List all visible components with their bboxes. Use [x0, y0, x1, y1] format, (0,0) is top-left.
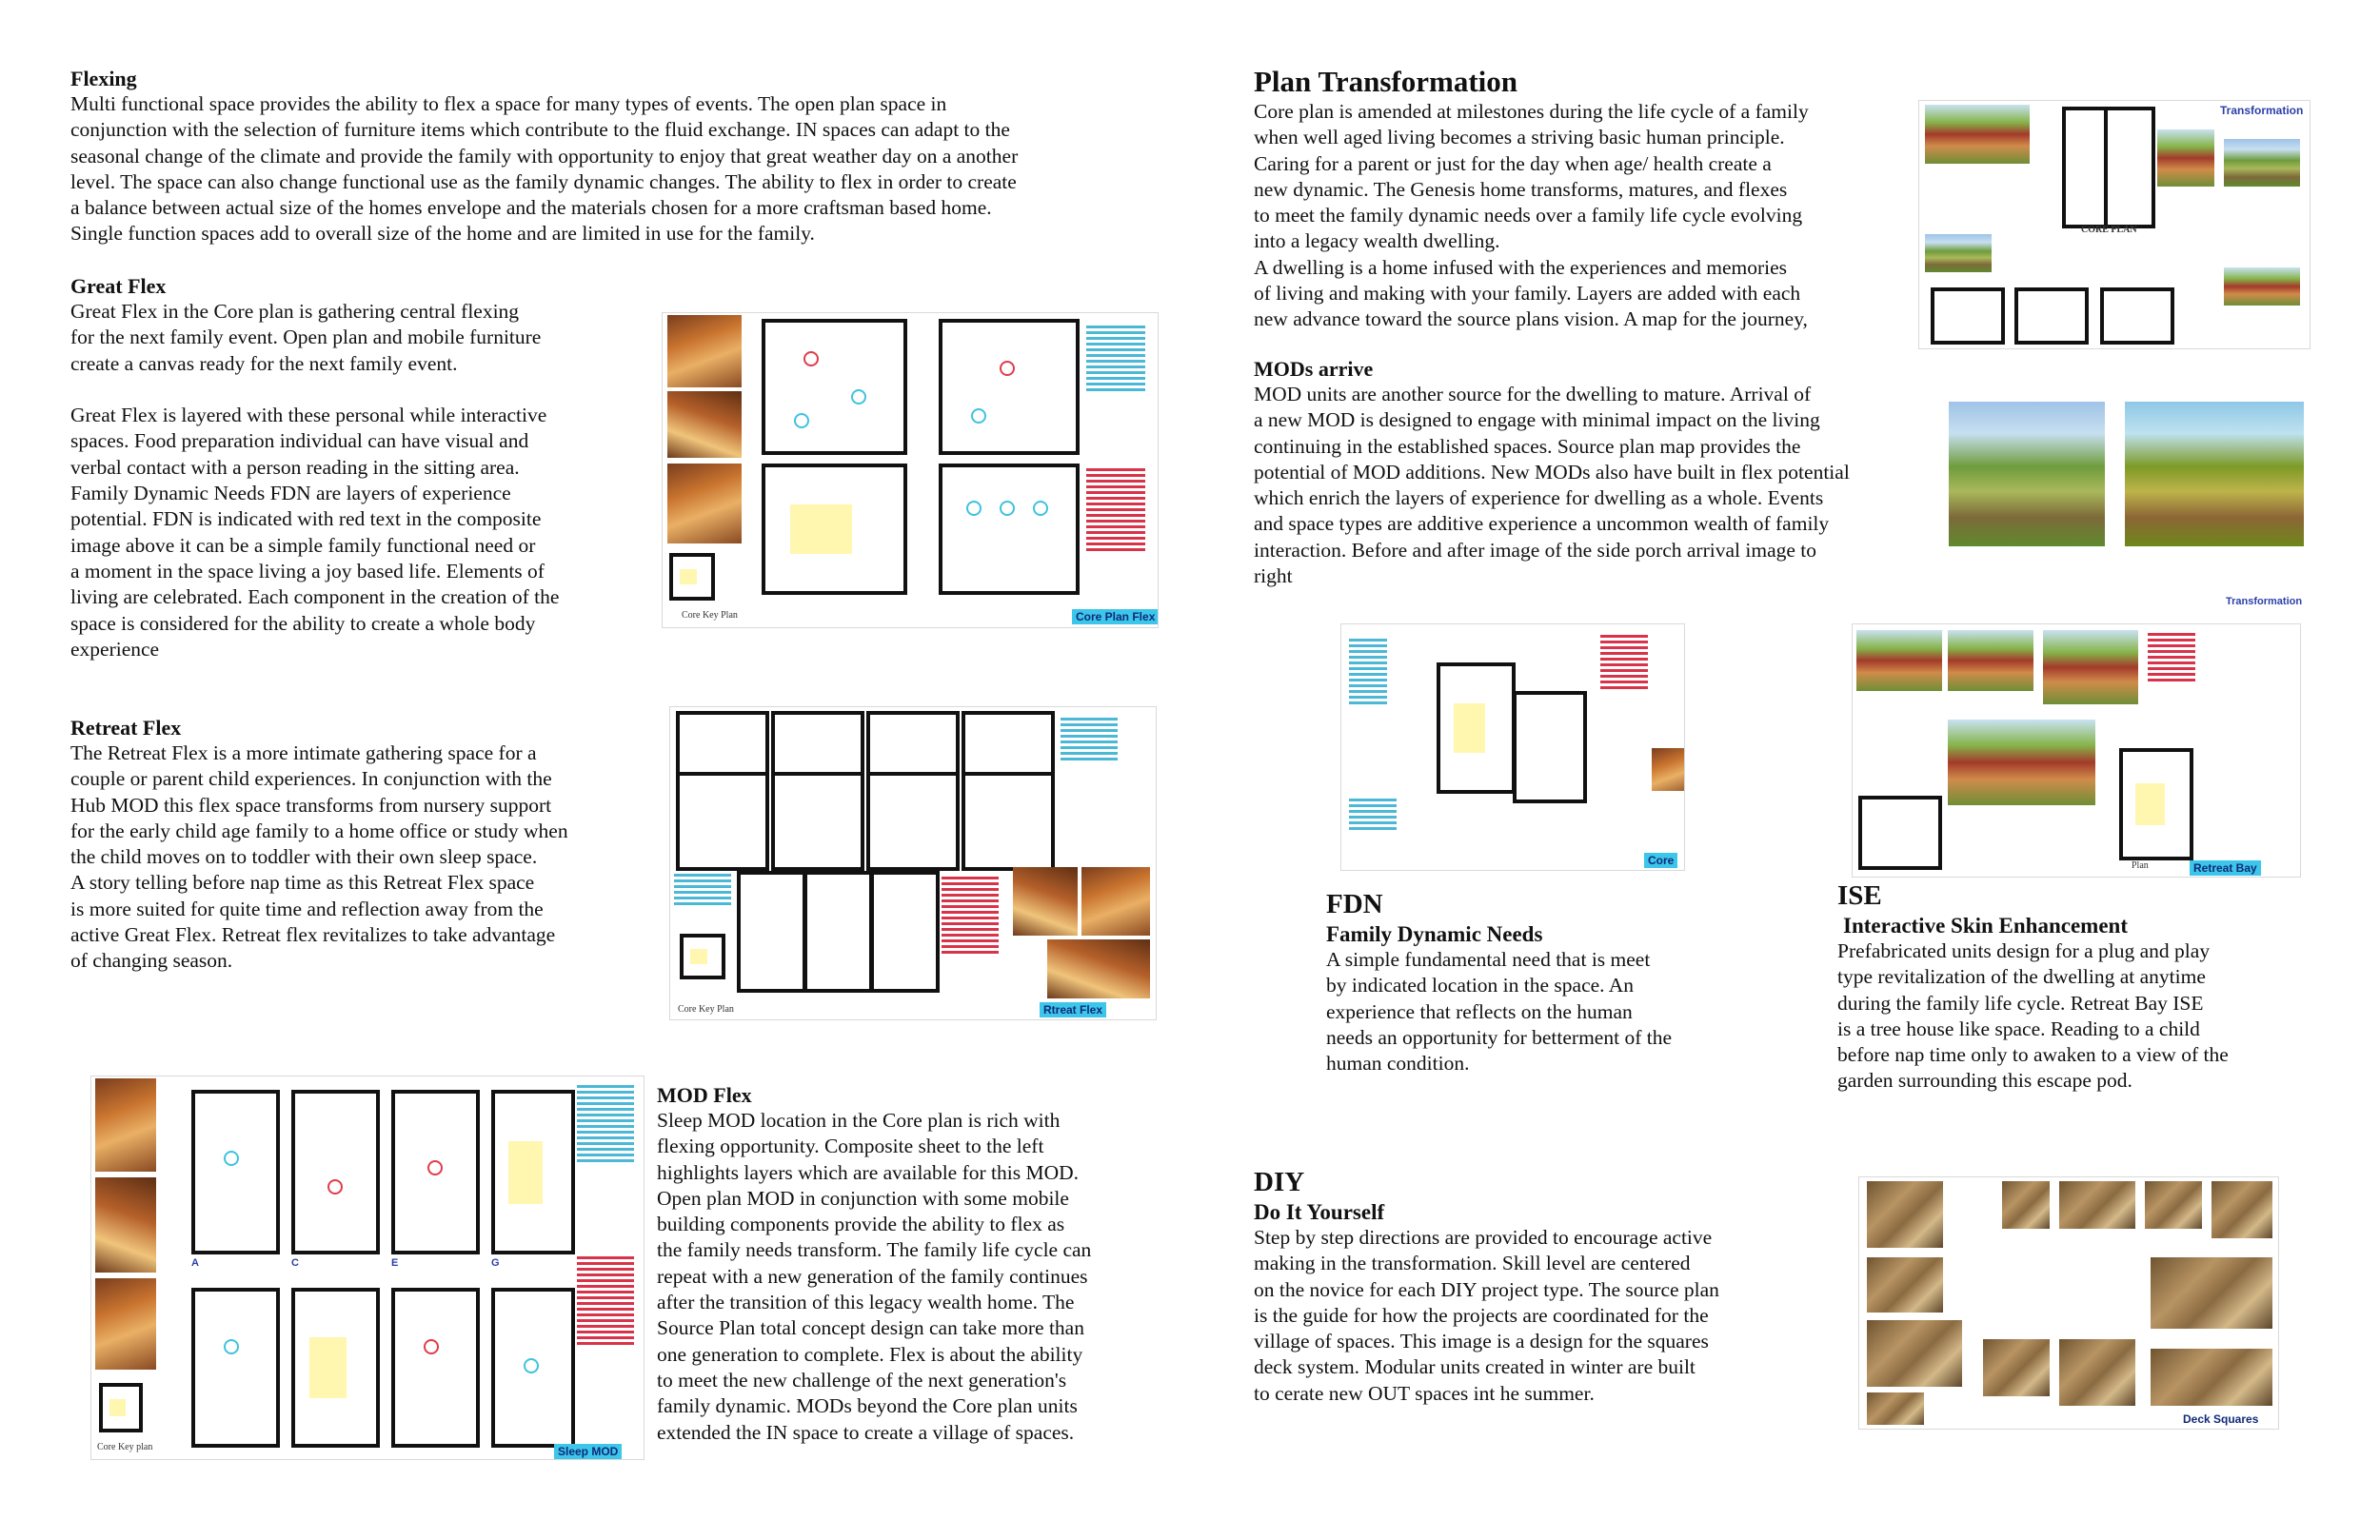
floor-plan-d: [491, 1090, 575, 1254]
floor-plan: [676, 711, 769, 871]
house-photo: [1948, 630, 2033, 691]
diy-subtitle: Do It Yourself: [1254, 1200, 1385, 1224]
interior-photo: [1047, 939, 1150, 998]
figure-tag: Transformation: [2220, 104, 2304, 117]
interior-photo: [667, 315, 742, 387]
wood-deck-photo: [2059, 1181, 2135, 1229]
retreat-flex-body: The Retreat Flex is a more intimate gathering space for a couple or parent child experiences. In conjunction with the Hub MOD this flex space transforms from nursery support for the early child age family to a home office or study when the child moves on to toddler with their own sleep space. A story telling before nap time as this Retreat Flex space is more suited for quite time and reflection away from the active Great Flex. Retreat flex revitalizes to take advantage of changing season.: [70, 741, 568, 973]
plan-transformation-section: [1254, 65, 1920, 333]
wood-deck-photo: [2151, 1257, 2272, 1329]
key-plan-caption: Core Key plan: [97, 1442, 153, 1452]
figure-tag: Core Plan Flex: [1072, 609, 1159, 624]
floor-plan-f: [291, 1288, 380, 1448]
flexing-title: Flexing: [70, 67, 137, 90]
floor-plan: [866, 711, 960, 871]
furniture-marker: [966, 501, 982, 516]
fdn-subtitle: Family Dynamic Needs: [1326, 922, 1543, 946]
ise-body: Prefabricated units design for a plug and play type revitalization of the dwelling at anytime during the family life cycle. Retreat Bay ISE is a tree house like space. Reading to a child before nap time only to awaken to a view of the garden surrounding this escape pod.: [1837, 939, 2229, 1093]
interior-photo: [667, 464, 742, 543]
transformation-sheet: [1918, 100, 2311, 349]
fdn-marker: [427, 1160, 443, 1175]
key-plan-caption: Core Key Plan: [678, 1004, 734, 1015]
ise-title: ISE: [1837, 880, 1882, 911]
mods-arrive-body: MOD units are another source for the dwelling to mature. Arrival of a new MOD is designed to engage with minimal impact on the living continuing in the established spaces. Source plan map provides the potential of MOD additions. New MODs also have built in flex potential which enrich the layers of experience for dwelling as a whole. Events and space types are additive experience a uncommon wealth of family interaction. Before and after image of the side porch arrival image to right: [1254, 383, 1850, 588]
retreat-flex-section: [70, 716, 661, 975]
ise-subtitle: Interactive Skin Enhancement: [1843, 914, 2128, 938]
floor-plan-h: [491, 1288, 575, 1448]
floor-plan-a: [762, 319, 907, 455]
interior-photo: [1013, 867, 1078, 936]
wood-deck-photo: [1867, 1320, 1962, 1387]
mods-arrive-title: MODs arrive: [1254, 357, 1374, 381]
wood-deck-photo: [2059, 1339, 2135, 1406]
plan-transformation-body: Core plan is amended at milestones during the life cycle of a family when well aged living becomes a striving basic human principle. Caring for a parent or just for the day when age/ health create a new dynamic. The Genesis home transforms, matures, and flexes to meet the family dynamic needs over a family life cycle evolving into a legacy wealth dwelling. A dwelling is a home infused with the experiences and memories of living and making with your family. Layers are added with each new advance toward the source plans vision. A map for the journey,: [1254, 100, 1809, 331]
garden-photo: [2224, 139, 2300, 187]
fdn-marker: [803, 351, 819, 366]
figure-tag: Rtreat Flex: [1040, 1002, 1106, 1017]
fdn-legend: [1086, 465, 1145, 554]
fdn-section: [1326, 887, 1764, 1076]
porch-after-photo: [2125, 402, 2304, 546]
interior-photo: [95, 1177, 156, 1273]
plan-caption: Plan: [2132, 860, 2149, 871]
sleep-mod-sheet: Core Key plan A C E G Sleep MOD: [90, 1076, 645, 1460]
wood-deck-photo: [1867, 1257, 1943, 1313]
interior-photo: [95, 1278, 156, 1370]
fdn-legend: [2148, 630, 2195, 684]
wood-deck-photo: [2211, 1181, 2272, 1238]
retreat-flex-sheet: [669, 706, 1157, 1020]
fdn-legend: [1600, 632, 1648, 692]
isle-photo: [1948, 720, 2095, 805]
porch-before-photo: [1949, 402, 2105, 546]
great-flex-title: Great Flex: [70, 274, 167, 298]
wood-deck-photo: [2145, 1181, 2202, 1229]
furniture-marker: [794, 413, 809, 428]
floor-plan-a: [191, 1090, 280, 1254]
furniture-legend: [577, 1082, 634, 1165]
key-plan-caption: Core Key Plan: [682, 610, 738, 621]
furniture-marker: [524, 1358, 539, 1373]
fdn-marker: [327, 1179, 343, 1194]
floor-plan: [2119, 748, 2193, 860]
floor-plan-c: [762, 464, 907, 595]
fdn-title: FDN: [1326, 889, 1383, 919]
flexing-section: [70, 67, 1203, 247]
floor-plan-d: [939, 464, 1080, 595]
furniture-marker: [971, 408, 986, 424]
house-photo: [1856, 630, 1942, 691]
interior-photo: [95, 1078, 156, 1172]
furniture-marker: [224, 1339, 239, 1354]
interior-photo: [1081, 867, 1150, 936]
plan-transformation-title: Plan Transformation: [1254, 65, 1518, 98]
mod-flex-body: Sleep MOD location in the Core plan is rich with flexing opportunity. Composite sheet to the left highlights layers which are available for this MOD. Open plan MOD in conjunction with some mobile building components provide the ability to flex as the family needs transform. The family life cycle can repeat with a new generation of the family continues after the transition of this legacy wealth home. The Source Plan total concept design can take more than one generation to complete. Flex is about the ability to meet the new challenge of the next generation's family dynamic. MODs beyond the Core plan units extended the IN space to create a village of spaces.: [657, 1109, 1092, 1444]
fdn-marker: [424, 1339, 439, 1354]
fdn-body: A simple fundamental need that is meet by indicated location in the space. An experience that reflects on the human needs an opportunity for betterment of the human condition.: [1326, 948, 1673, 1076]
floor-plan-g: [391, 1288, 480, 1448]
wood-deck-photo: [2002, 1181, 2050, 1229]
key-plan-thumb: [669, 553, 715, 601]
furniture-legend: [1061, 715, 1118, 763]
mod-flex-section: [657, 1083, 1190, 1446]
figure-tag: Deck Squares: [2183, 1412, 2259, 1426]
diy-body: Step by step directions are provided to encourage active making in the transformation. Skill level are centered on the novice for each DIY project type. The source plan is the guide for how the projects are coordinated for the village of spaces. This image is a design for the squares deck system. Modular units created in winter are built to cerate new OUT spaces int he summer.: [1254, 1226, 1719, 1405]
furniture-marker: [1000, 501, 1015, 516]
wood-deck-photo: [1983, 1339, 2050, 1396]
great-flex-body: Great Flex in the Core plan is gathering central flexing for the next family event. Open plan and mobile furniture create a canvas ready for the next family event. Great Flex is layered with these personal while interactive spaces. Food preparation individual can have visual and verbal contact with a person reading in the sitting area. Family Dynamic Needs FDN are layers of experience potential. FDN is indicated with red text in the composite image above it can be a simple family functional need or a moment in the space living a joy based life. Elements of living are celebrated. Each component in the creation of the space is considered for the ability to create a whole body experience: [70, 300, 560, 661]
house-photo: [2043, 630, 2138, 704]
wood-deck-photo: [1867, 1392, 1924, 1425]
house-photo: [2157, 129, 2214, 187]
flexing-body: Multi functional space provides the ability to flex a space for many types of events. The open plan space in conjunction with the selection of furniture items which contribute to the fluid exchange. IN spaces can adapt to the seasonal change of the climate and provide the family with opportunity to enjoy that great weather day on a another level. The space can also change functional use as the family dynamic changes. The ability to flex in order to create a balance between actual size of the homes envelope and the materials chosen for a more craftsman based home. Single function spaces add to overall size of the home and are limited in use for the family.: [70, 92, 1019, 246]
wood-deck-photo: [2151, 1349, 2272, 1406]
key-plan-thumb: [680, 934, 725, 979]
floor-plan-e: [191, 1288, 280, 1448]
floor-plan: [771, 711, 864, 871]
fdn-marker: [1000, 361, 1015, 376]
ise-section: [1837, 879, 2332, 1095]
diy-section: [1254, 1165, 1844, 1407]
core-plan-drawing: [2062, 107, 2155, 228]
furniture-legend: [1086, 323, 1145, 394]
floor-plan-b: [291, 1090, 380, 1254]
furniture-marker: [1033, 501, 1048, 516]
floor-plan: [870, 871, 940, 993]
retreat-flex-title: Retreat Flex: [70, 716, 182, 740]
furniture-marker: [224, 1151, 239, 1166]
interior-photo: [667, 391, 742, 458]
furniture-legend: [1349, 636, 1387, 707]
floor-plan: [737, 871, 806, 993]
fdn-sheet: [1340, 623, 1685, 871]
figure-tag: Core: [1644, 853, 1677, 868]
floor-plan-b: [939, 319, 1080, 455]
mods-arrive-section: [1254, 357, 1939, 589]
figure-tag: Sleep MOD: [554, 1444, 622, 1459]
floor-plan: [1931, 287, 2005, 345]
house-photo: [1925, 105, 2030, 164]
fdn-legend: [942, 874, 999, 957]
figure-tag: Retreat Bay: [2190, 860, 2261, 876]
floor-plan: [1437, 662, 1516, 794]
fdn-legend: [674, 871, 731, 908]
core-plan-label: CORE PLAN: [2081, 225, 2137, 235]
floor-plan: [2014, 287, 2089, 345]
interior-photo: [1652, 748, 1685, 791]
house-photo: [2224, 267, 2300, 306]
key-plan-thumb: [99, 1383, 143, 1432]
mod-flex-title: MOD Flex: [657, 1083, 752, 1107]
floor-plan-c: [391, 1090, 480, 1254]
fdn-legend: [1349, 796, 1397, 833]
garden-photo: [1925, 234, 1992, 272]
figure-tag: Transformation: [2226, 596, 2303, 607]
furniture-marker: [851, 389, 866, 405]
core-plan-flex-sheet: [662, 312, 1159, 628]
retreat-bay-sheet: [1852, 623, 2301, 878]
great-flex-section: [70, 274, 661, 662]
wood-deck-photo: [1867, 1181, 1943, 1248]
fdn-legend: [577, 1254, 634, 1348]
floor-plan: [962, 711, 1055, 871]
floor-plan: [1513, 691, 1587, 803]
floor-plan: [2100, 287, 2174, 345]
floor-plan: [803, 871, 873, 993]
diy-title: DIY: [1254, 1167, 1305, 1197]
floor-plan: [1858, 796, 1942, 870]
deck-squares-sheet: [1858, 1176, 2279, 1430]
